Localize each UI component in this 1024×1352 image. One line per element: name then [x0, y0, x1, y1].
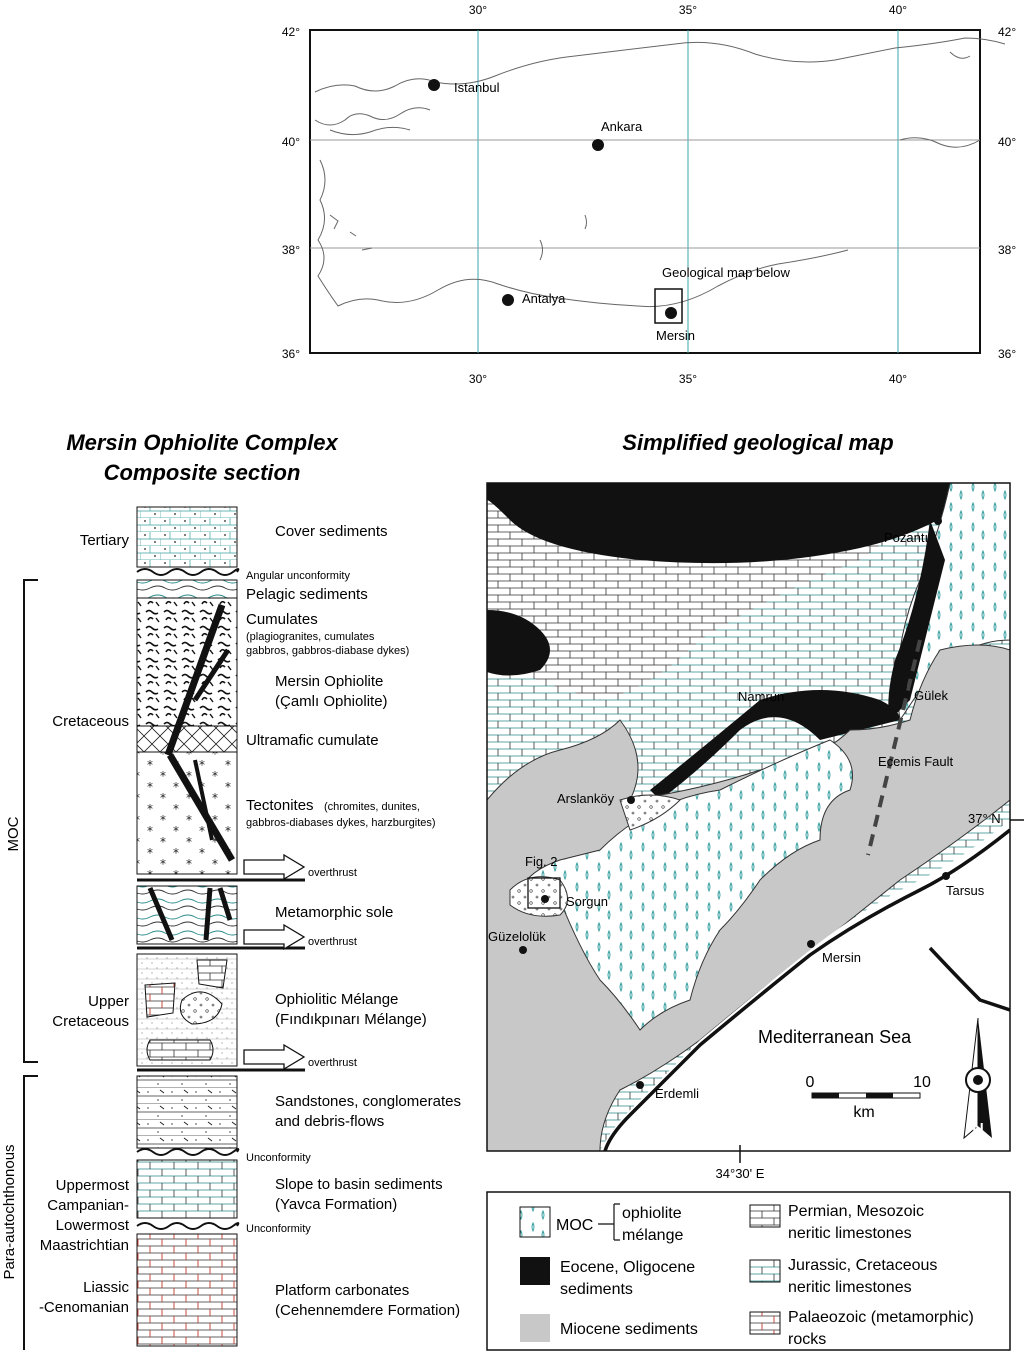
unit-overthrust-3: overthrust [308, 1057, 357, 1069]
place-pozanti: Pozantı [884, 530, 929, 545]
legend-swatch-moc [520, 1207, 550, 1237]
index-map [282, 3, 1017, 386]
legend-eocene-1: Eocene, Oligocene [560, 1259, 696, 1276]
age-upper-cret-2: Cretaceous [52, 1013, 129, 1030]
lat-label-40-left: 40° [281, 135, 300, 149]
overthrust-arrows [244, 855, 304, 1069]
para-group-label: Para-autochthonous [1, 1144, 18, 1280]
col-cover-sediments [137, 507, 237, 567]
unit-unconformity-2: Unconformity [246, 1223, 311, 1235]
unit-overthrust-2: overthrust [308, 936, 357, 948]
col-platform [137, 1234, 237, 1346]
lon-tick-3430-label: 34°30' E [715, 1166, 765, 1181]
unit-meta-sole: Metamorphic sole [275, 904, 394, 921]
lon-label-30-top: 30° [468, 3, 488, 17]
city-dot-mersin [665, 307, 677, 319]
city-dot-istanbul [428, 79, 440, 91]
city-label-antalya: Antalya [522, 291, 566, 306]
col-angular-unconformity [137, 569, 238, 575]
lat-label-42-right: 42° [998, 25, 1017, 39]
unit-ultramafic: Ultramafic cumulate [246, 732, 379, 749]
city-label-ankara: Ankara [601, 119, 643, 134]
scale-ten: 10 [913, 1074, 931, 1091]
unit-slope-1: Slope to basin sediments [275, 1176, 443, 1193]
col-tectonites [137, 752, 237, 874]
unit-overthrust-1: overthrust [308, 867, 357, 879]
legend [487, 1192, 1010, 1350]
legend-swatch-miocene [520, 1314, 550, 1342]
age-uppermost-1: Uppermost [55, 1177, 129, 1194]
lon-label-35-bottom: 35° [678, 372, 698, 386]
lat-label-36-left: 36° [281, 347, 300, 361]
lat-tick-37-label: 37° N [968, 811, 1001, 826]
unit-unconformity-1: Unconformity [246, 1152, 311, 1164]
geomap-title: Simplified geological map [622, 430, 894, 455]
map-melange-sorgun [510, 877, 568, 917]
place-sea: Mediterranean Sea [758, 1027, 912, 1047]
legend-permian-2: neritic limestones [788, 1225, 912, 1242]
unit-pelagic: Pelagic sediments [246, 586, 368, 603]
unit-sand-2: and debris-flows [275, 1113, 385, 1130]
age-upper-cret-1: Upper [88, 993, 129, 1010]
place-erdemli: Erdemli [655, 1086, 700, 1101]
city-dot-ankara [592, 139, 604, 151]
unit-cover: Cover sediments [275, 523, 388, 540]
col-pelagic [137, 580, 237, 598]
col-ultramafic [137, 726, 237, 752]
legend-swatch-palaeozoic [750, 1312, 780, 1334]
scale-unit: km [853, 1104, 875, 1121]
legend-permian-1: Permian, Mesozoic [788, 1203, 925, 1220]
city-dot-antalya [502, 294, 514, 306]
para-bracket [24, 1076, 38, 1350]
unit-tectonites-note-2: gabbros-diabases dykes, harzburgites) [246, 817, 436, 829]
lon-label-35-top: 35° [678, 3, 698, 17]
unit-mersin-oph-1: Mersin Ophiolite [275, 673, 384, 690]
unit-angular: Angular unconformity [246, 570, 350, 582]
legend-oph-1: ophiolite [622, 1205, 682, 1222]
unit-platform-2: (Cehennemdere Formation) [275, 1302, 461, 1319]
place-sorgun: Sorgun [566, 894, 608, 909]
legend-swatch-jurassic [750, 1260, 780, 1282]
legend-jurassic-1: Jurassic, Cretaceous [788, 1257, 938, 1274]
lat-label-38-right: 38° [998, 243, 1017, 257]
col-sandstones [137, 1076, 237, 1148]
col-slope [137, 1160, 237, 1218]
place-fig2: Fig. 2 [525, 854, 558, 869]
inset-note: Geological map below [662, 265, 790, 280]
place-namrun: Namrun [738, 689, 785, 704]
geological-map [487, 430, 1024, 1181]
city-label-mersin: Mersin [656, 328, 696, 343]
legend-oph-2: mélange [622, 1227, 684, 1244]
col-unconformity-1 [137, 1149, 238, 1155]
unit-tectonites-note-1: (chromites, dunites, [324, 801, 420, 813]
age-tertiary: Tertiary [79, 532, 129, 549]
legend-miocene: Miocene sediments [560, 1321, 698, 1338]
unit-cumulates: Cumulates [246, 611, 318, 628]
unit-cumulates-note-1: (plagiogranites, cumulates [246, 631, 375, 643]
lat-label-38-left: 38° [281, 243, 300, 257]
col-melange-block-4 [147, 1040, 213, 1060]
legend-swatch-eocene [520, 1257, 550, 1285]
place-arslankoy: Arslanköy [557, 791, 615, 806]
col-melange-block-2 [197, 960, 227, 988]
legend-palaeo-1: Palaeozoic (metamorphic) [788, 1309, 974, 1326]
index-map-frame [310, 30, 980, 353]
moc-bracket [24, 580, 38, 1062]
place-tarsus: Tarsus [946, 883, 985, 898]
age-uppermost-3: Lowermost [55, 1217, 129, 1234]
unit-melange-2: (Fındıkpınarı Mélange) [275, 1011, 427, 1028]
unit-cumulates-note-2: gabbros, gabbros-diabase dykes) [246, 645, 410, 657]
legend-swatch-permian [750, 1205, 780, 1227]
age-uppermost-4: Maastrichtian [39, 1237, 129, 1254]
lon-label-40-bottom: 40° [888, 372, 908, 386]
place-mersin: Mersin [822, 950, 862, 965]
place-ecemis: Ecemis Fault [878, 754, 954, 769]
lat-label-40-right: 40° [998, 135, 1017, 149]
lat-label-42-left: 42° [281, 25, 300, 39]
north-letter: N [972, 1121, 984, 1138]
lat-label-36-right: 36° [998, 347, 1017, 361]
age-uppermost-2: Campanian- [47, 1197, 129, 1214]
unit-slope-2: (Yavca Formation) [275, 1196, 398, 1213]
col-melange-block-1 [145, 983, 175, 1017]
legend-eocene-2: sediments [560, 1281, 633, 1298]
unit-platform-1: Platform carbonates [275, 1282, 410, 1299]
age-liassic-2: -Cenomanian [38, 1299, 129, 1316]
scale-zero: 0 [805, 1074, 815, 1091]
unit-mersin-oph-2: (Çamlı Ophiolite) [275, 693, 388, 710]
composite-section [1, 430, 461, 1350]
legend-jurassic-2: neritic limestones [788, 1279, 912, 1296]
age-cretaceous: Cretaceous [52, 713, 129, 730]
section-title-line2: Composite section [103, 460, 301, 485]
unit-melange-1: Ophiolitic Mélange [275, 991, 399, 1008]
lon-label-40-top: 40° [888, 3, 908, 17]
place-gulek: Gülek [914, 688, 948, 703]
col-unconformity-2 [137, 1223, 238, 1229]
legend-moc: MOC [556, 1217, 594, 1234]
section-title-line1: Mersin Ophiolite Complex [66, 430, 338, 455]
unit-tectonites: Tectonites [246, 797, 314, 814]
city-label-istanbul: Istanbul [454, 80, 500, 95]
legend-palaeo-2: rocks [788, 1331, 827, 1348]
unit-sand-1: Sandstones, conglomerates [275, 1093, 461, 1110]
scale-bar [812, 1093, 920, 1098]
age-liassic-1: Liassic [83, 1279, 129, 1296]
place-guzeloluk: Güzelolük [488, 929, 546, 944]
moc-group-label: MOC [5, 816, 22, 852]
lon-label-30-bottom: 30° [468, 372, 488, 386]
